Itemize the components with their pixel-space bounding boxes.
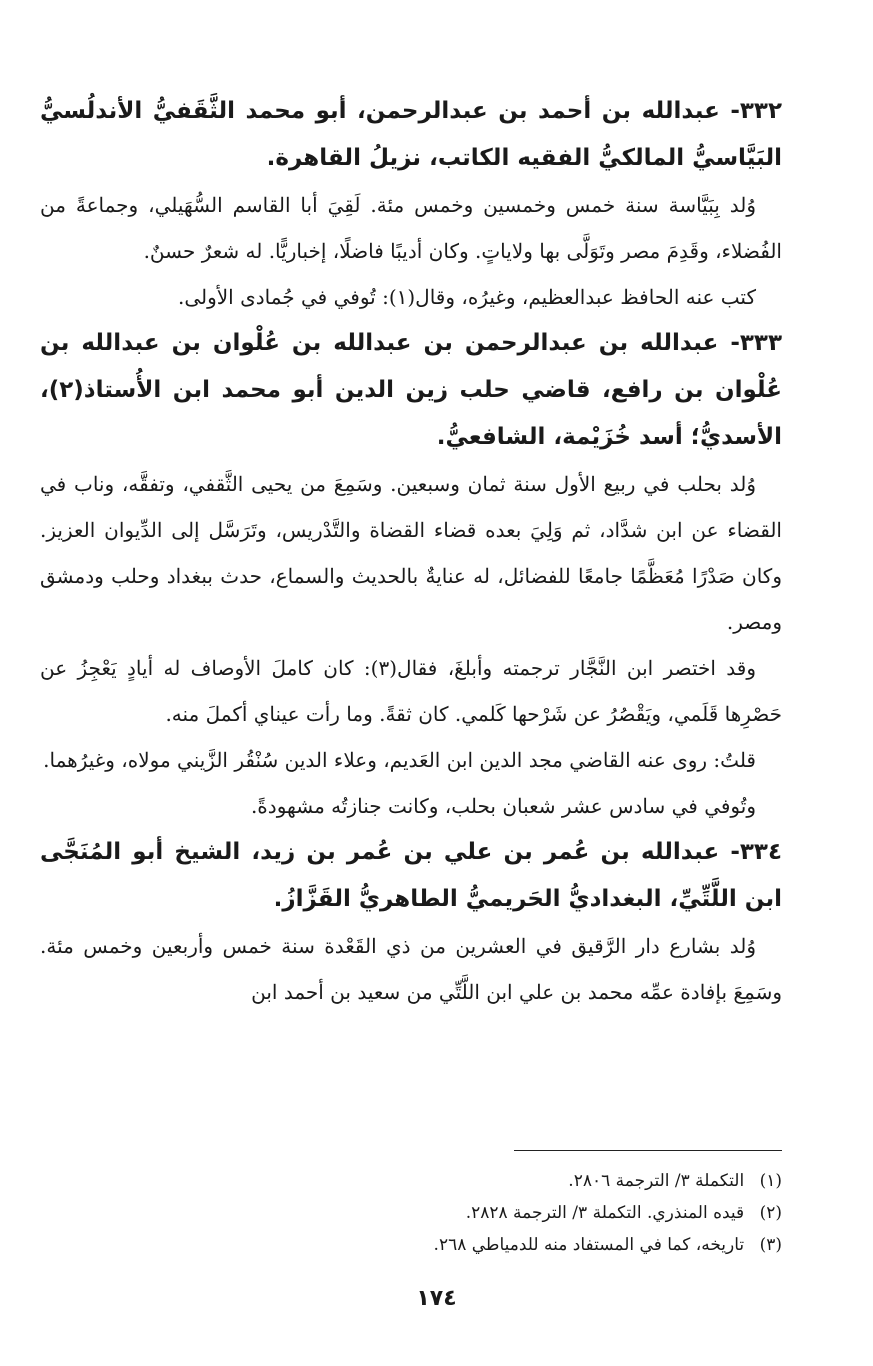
entry-332-paragraph-2: كتب عنه الحافظ عبدالعظيم، وغيرُه، وقال(١): تُوفي في جُمادى الأولى. (177, 285, 756, 309)
footnote-2-mark: (٢) (759, 1203, 782, 1223)
entry-333-paragraph-2: وقد اختصر ابن النَّجَّار ترجمته وأبلغَ، فقال(٣): كان كاملَ الأوصاف له أيادٍ يَعْجِزُ عن حَصْرِها قَلَمي، ويَقْصُرُ عن شَرْحها كَلمي. كان ثقةً. وما رأت عيناي أكملَ منه. (40, 656, 782, 726)
entry-332-paragraph-1: وُلد بِبَيَّاسة سنة خمس وخمسين وخمس مئة. لَقِيَ أبا القاسم السُّهَيلي، وجماعةً من الفُضلاء، وقَدِمَ مصر وتَوَلَّى بها ولاياتٍ. وكان أديبًا فاضلًا، إخباريًّا. له شعرٌ حسنٌ. (40, 193, 782, 263)
entry-333-paragraph-3: قلتُ: روى عنه القاضي مجد الدين ابن العَديم، وعلاء الدين سُنْقُر الزَّيني مولاه، وغيرُهما. (43, 748, 756, 772)
entry-heading-333: ٣٣٣- عبدالله بن عبدالرحمن بن عبدالله بن عُلْوان بن عبدالله بن عُلْوان بن رافع، قاضي حلب زين الدين أبو محمد ابن الأُستاذ(٢)، الأسديُّ؛ أسد خُزَيْمة، الشافعيُّ. (40, 330, 782, 450)
entry-heading-334: ٣٣٤- عبدالله بن عُمر بن علي بن عُمر بن زيد، الشيخ أبو المُنَجَّى ابن اللَّتِّيِّ، البغداديُّ الحَريميُّ الطاهريُّ القَزَّازُ. (40, 839, 782, 912)
footnote-1-text: التكملة ٣/ الترجمة ٢٨٠٦. (568, 1171, 745, 1191)
footnote-3-text: تاريخه، كما في المستفاد منه للدمياطي ٢٦٨. (433, 1235, 745, 1255)
footnote-1-mark: (١) (759, 1171, 782, 1191)
footnote-3-mark: (٣) (759, 1235, 782, 1255)
entry-334-paragraph-1: وُلد بشارع دار الرَّقيق في العشرين من ذي القَعْدة سنة خمس وأربعين وخمس مئة. وسَمِعَ بإفادة عمِّه محمد بن علي ابن اللَّتِّي من سعيد بن أحمد ابن (40, 934, 782, 1004)
page-body (40, 88, 782, 1015)
page-number: ١٧٤ (416, 1286, 457, 1311)
footnote-1 (40, 1165, 782, 1197)
footnote-3 (40, 1229, 782, 1261)
footnote-2-text: قيده المنذري. التكملة ٣/ الترجمة ٢٨٢٨. (465, 1203, 745, 1223)
footnote-2 (40, 1197, 782, 1229)
entry-heading-332: ٣٣٢- عبدالله بن أحمد بن عبدالرحمن، أبو محمد الثَّقَفيُّ الأندلُسيُّ البَيَّاسيُّ المالكيُّ الفقيه الكاتب، نزيلُ القاهرة. (40, 98, 782, 171)
entry-333-paragraph-4: وتُوفي في سادس عشر شعبان بحلب، وكانت جنازتُه مشهودةً. (250, 794, 756, 818)
footnote-divider (514, 1150, 782, 1151)
footnotes (40, 1150, 782, 1261)
entry-333-paragraph-1: وُلد بحلب في ربيع الأول سنة ثمان وسبعين. وسَمِعَ من يحيى الثَّقفي، وتفقَّه، وناب في القضاء عن ابن شدَّاد، ثم وَلِيَ بعده قضاء القضاة والتَّدْريس، وتَرَسَّل إلى الدِّيوان العزيز. وكان صَدْرًا مُعَظَّمًا جامعًا للفضائل، له عنايةٌ بالحديث والسماع، حدث ببغداد وحلب ودمشق ومصر. (40, 472, 782, 634)
